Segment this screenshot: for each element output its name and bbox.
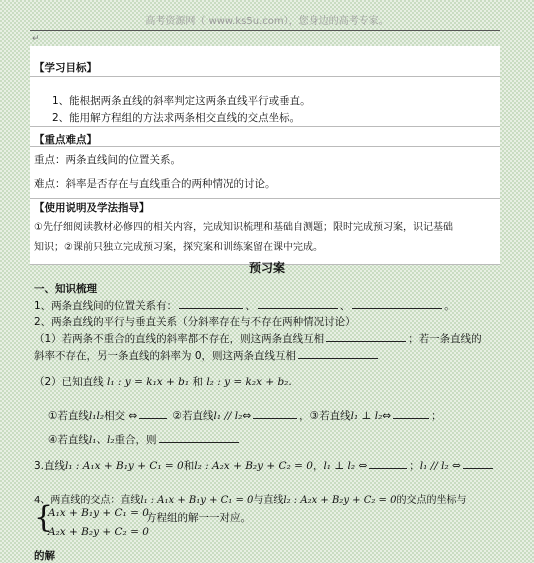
solution-label: 的解 [34,550,55,562]
q3-and: 和 [183,460,195,472]
guide-line-1: ①先仔细阅读教材必修四的相关内容，完成知识梳理和基础自测题；限时完成预习案，识记基础 [34,222,453,233]
divider [30,146,500,147]
q4 [34,491,466,506]
q2b-text: （2）已知直线 [34,376,104,388]
divider [30,76,500,77]
difficult-point: 难点：斜率是否存在与直线重合的两种情况的讨论。 [34,178,276,190]
answer-blank[interactable] [179,298,243,309]
guide-title: 【使用说明及学法指导】 [34,202,150,214]
relation-2-a: ②若直线 [172,410,214,422]
system-text: 方程组的解一一对应。 [146,512,251,524]
paragraph-mark: ↵ [32,34,40,44]
answer-blank[interactable] [393,408,429,419]
l1-equation: l₁ : y = k₁x + b₁ [107,376,190,388]
relation-2-b: ⇔ [242,410,252,422]
goals-title: 【学习目标】 [34,62,97,74]
relation-1-a: ①若直线 [48,410,89,422]
parallel-symbol: l₁ // l₂ [213,410,243,422]
q4-l1-eq: l₁ : A₁x + B₁y + C₁ = 0 [140,495,254,506]
section-title: 一、知识梳理 [34,283,97,295]
q1: 1、两条直线间的位置关系有： 、 、 。 [34,300,455,312]
relation-row-2 [48,432,241,447]
answer-blank[interactable] [326,331,406,342]
l2-equation: l₂ : y = k₂x + b₂ [206,376,289,388]
q3-l1-eq: l₁ : A₁x + B₁y + C₁ = 0 [65,460,184,472]
q4-text: 4、两直线的交点：直线 [34,495,141,506]
answer-blank[interactable] [298,348,378,359]
header-rule [30,30,500,31]
and-text: 和 [192,376,203,388]
system-brace: { [34,500,54,535]
perp-symbol: l₁ ⊥ l₂ [350,410,383,422]
system-eq-1: A₁x + B₁y + C₁ = 0 [48,507,149,519]
relation-4-b: 重合，则 [114,434,157,446]
q1-text: 1、两条直线间的位置关系有： [34,300,178,312]
answer-blank[interactable] [258,298,338,309]
q2a-text-2: ；若一条直线的 [408,333,482,345]
q2a-text-3: 斜率不存在，另一条直线的斜率为 0，则这两条直线互相 [34,350,297,362]
goal-item-2: 2、能用解方程组的方法求两条相交直线的交点坐标。 [52,112,301,124]
l1l2-symbol: l₁l₂ [88,410,105,422]
q3-perp: l₁ ⊥ l₂ ⇔ [323,460,368,472]
relation-1-b: 相交 ⇔ [104,410,138,422]
q3-par: l₁ // l₂ ⇔ [419,460,461,472]
page-header: 高考资源网（ www.ks5u.com），您身边的高考专家。 [145,16,389,27]
q2a-text: （1）若两条不重合的直线的斜率都不存在，则这两条直线互相 [34,333,325,345]
key-point: 重点：两条直线间的位置关系。 [34,154,181,166]
q3: 3.直线l₁ : A₁x + B₁y + C₁ = 0和l₂ : A₂x + B₂y + C₂ = 0，l₁ ⊥ l₂ ⇔ ；l₁ // l₂ ⇔ [34,458,495,473]
answer-blank[interactable] [139,408,167,419]
q2a-cont [34,348,380,363]
q4-l2-eq: l₂ : A₂x + B₂y + C₂ = 0 [283,495,397,506]
keypoints-title: 【重点难点】 [34,134,97,146]
q3-l2-eq: l₂ : A₂x + B₂y + C₂ = 0 [194,460,313,472]
q2a [34,331,482,346]
guide-line-2: 知识；②课前只独立完成预习案，探究案和训练案留在课中完成。 [34,242,323,253]
system-eq-2: A₂x + B₂y + C₂ = 0 [48,526,149,538]
preview-title: 预习案 [248,261,285,275]
answer-blank[interactable] [369,458,407,469]
divider [30,126,500,127]
relation-row-1: ①若直线l₁l₂相交 ⇔ ②若直线l₁ // l₂⇔ ，③若直线l₁ ⊥ l₂⇔ ； [48,410,442,422]
l1-l2-symbol: l₁、l₂ [88,434,115,446]
relation-3-b: ⇔ [382,410,392,422]
q4-mid: 与直线 [253,495,284,506]
relation-4-a: ④若直线 [48,434,89,446]
relation-3-a: ，③若直线 [299,410,351,422]
goal-item-1: 1、能根据两条直线的斜率判定这两条直线平行或垂直。 [52,95,311,107]
q4-post: 的交点的坐标与 [396,495,467,506]
answer-blank[interactable] [159,432,239,443]
answer-blank[interactable] [352,298,442,309]
q3-text: 3.直线 [34,460,66,472]
divider [30,198,500,199]
q2b: （2）已知直线 l₁ : y = k₁x + b₁ 和 l₂ : y = k₂x + b₂. [34,376,292,388]
answer-blank[interactable] [253,408,297,419]
answer-blank[interactable] [463,458,493,469]
q2: 2、两条直线的平行与垂直关系（分斜率存在与不存在两种情况讨论） [34,316,356,328]
